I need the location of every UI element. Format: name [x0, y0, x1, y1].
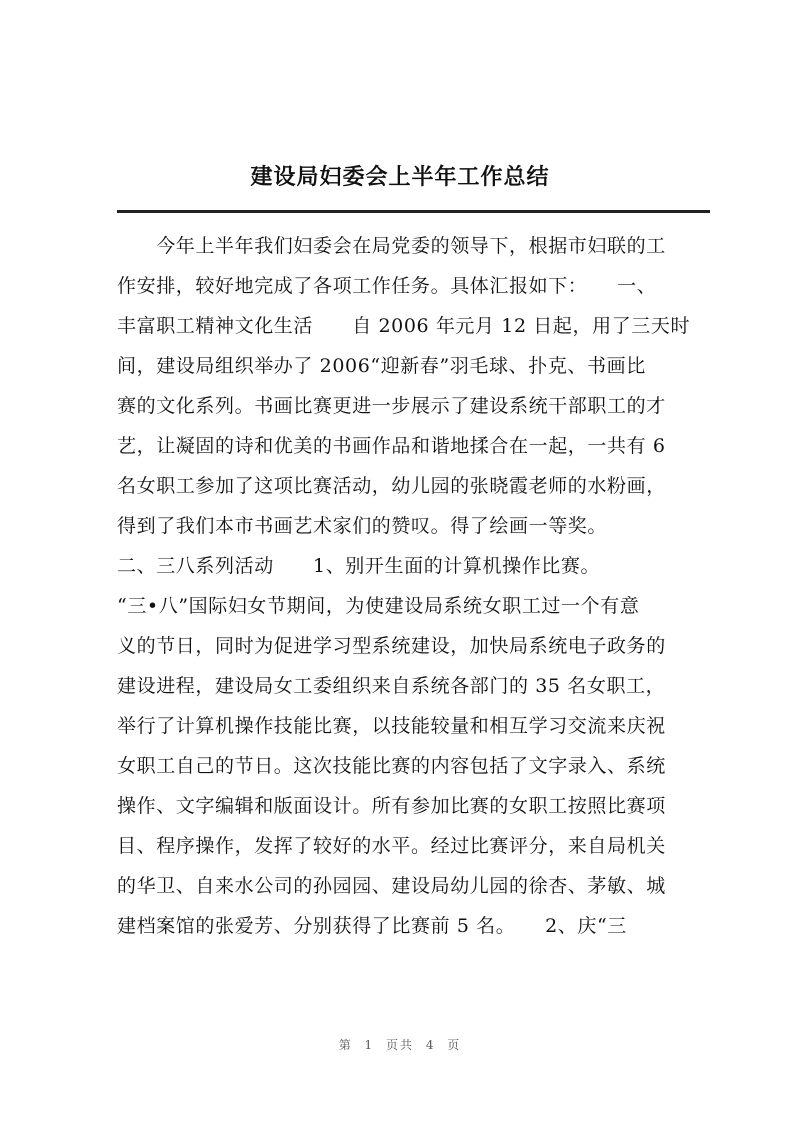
body-line: 丰富职工精神文化生活 自 2006 年元月 12 日起，用了三天时 — [117, 315, 691, 337]
body-line: “三•八”国际妇女节期间，为使建设局系统女职工过一个有意 — [117, 595, 640, 617]
page-number-footer: 第 1 页共 4 页 — [338, 1038, 462, 1052]
body-line: 二、三八系列活动 1、别开生面的计算机操作比赛。 — [117, 555, 601, 577]
body-line: 义的节日，同时为促进学习型系统建设，加快局系统电子政务的 — [117, 635, 666, 657]
body-line: 女职工自己的节日。这次技能比赛的内容包括了文字录入、系统 — [117, 755, 666, 777]
body-line: 间，建设局组织举办了 2006“迎新春”羽毛球、扑克、书画比 — [117, 355, 646, 377]
body-line: 操作、文字编辑和版面设计。所有参加比赛的女职工按照比赛项 — [117, 795, 666, 817]
body-line: 举行了计算机操作技能比赛，以技能较量和相互学习交流来庆祝 — [117, 715, 666, 737]
body-line: 赛的文化系列。书画比赛更进一步展示了建设系统干部职工的才 — [117, 395, 666, 417]
title-underline-rule — [117, 210, 710, 213]
body-line: 名女职工参加了这项比赛活动，幼儿园的张晓霞老师的水粉画， — [117, 475, 666, 497]
body-line: 建设进程，建设局女工委组织来自系统各部门的 35 名女职工， — [117, 675, 666, 697]
body-line: 建档案馆的张爱芳、分别获得了比赛前 5 名。 2、庆“三 — [117, 915, 627, 937]
body-line: 的华卫、自来水公司的孙园园、建设局幼儿园的徐杏、茅敏、城 — [117, 875, 666, 897]
body-line: 艺，让凝固的诗和优美的书画作品和谐地揉合在一起，一共有 6 — [117, 435, 666, 457]
document-body — [117, 226, 710, 946]
body-line: 作安排，较好地完成了各项工作任务。具体汇报如下： 一、 — [117, 275, 657, 297]
body-line: 今年上半年我们妇委会在局党委的领导下，根据市妇联的工 — [117, 235, 666, 257]
body-line: 目、程序操作，发挥了较好的水平。经过比赛评分，来自局机关 — [117, 835, 666, 857]
document-title: 建设局妇委会上半年工作总结 — [250, 165, 550, 190]
body-line: 得到了我们本市书画艺术家们的赞叹。得了绘画一等奖。 — [117, 515, 608, 537]
